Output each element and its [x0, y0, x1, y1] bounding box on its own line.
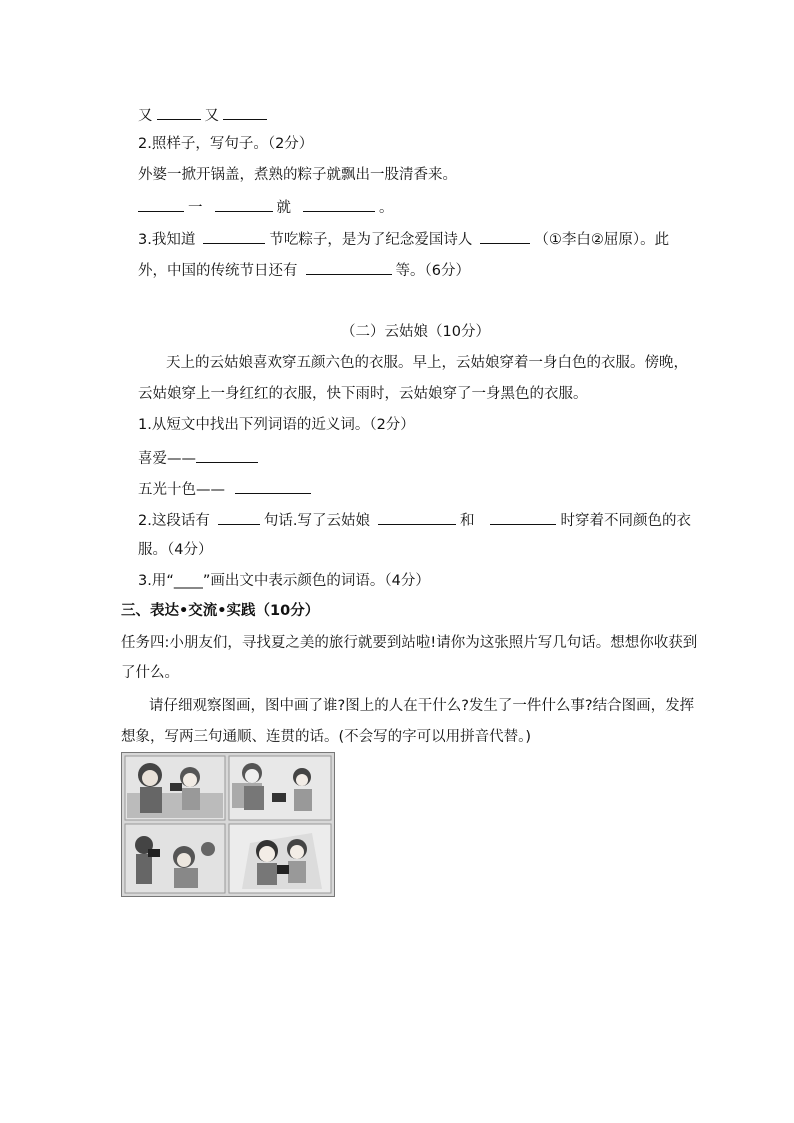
- answer-blank[interactable]: [378, 509, 456, 525]
- instruction-line: 想象，写两三句通顺、连贯的话。(不会写的字可以用拼音代替。): [121, 729, 532, 745]
- answer-blank[interactable]: [306, 259, 392, 275]
- task-line: 任务四:小朋友们，寻找夏之美的旅行就要到站啦!请你为这张照片写几句话。想想你收获到: [121, 635, 698, 651]
- question-title: 3.用“____”画出文中表示颜色的词语。（4分）: [138, 573, 430, 589]
- task-line: 了什么。: [121, 665, 179, 681]
- answer-blank[interactable]: [157, 104, 201, 120]
- comic-panel-2: [229, 756, 331, 820]
- answer-blank[interactable]: [215, 196, 273, 212]
- sentence-pattern-line: 一 就 。: [138, 196, 394, 218]
- comic-panel-1: [125, 756, 225, 820]
- passage-line: 天上的云姑娘喜欢穿五颜六色的衣服。早上，云姑娘穿着一身白色的衣服。傍晚，: [166, 355, 688, 371]
- comic-picture: [121, 752, 335, 897]
- answer-blank[interactable]: [218, 509, 260, 525]
- answer-blank[interactable]: [480, 228, 530, 244]
- instruction-line: 请仔细观察图画，图中画了谁?图上的人在干什么?发生了一件什么事?结合图画，发挥: [149, 698, 695, 714]
- answer-blank[interactable]: [490, 509, 556, 525]
- comic-panel-4: [229, 824, 331, 893]
- answer-blank[interactable]: [196, 447, 258, 463]
- question-3-line1: 3.我知道 节吃粽子，是为了纪念爱国诗人 （①李白②屈原）。此: [138, 228, 669, 250]
- answer-blank[interactable]: [235, 478, 311, 494]
- question-title: 2.照样子，写句子。（2分）: [138, 136, 314, 152]
- section-title: （二）云姑娘（10分）: [341, 324, 490, 340]
- question-title: 1.从短文中找出下列词语的近义词。（2分）: [138, 417, 415, 433]
- question-3-line2: 外，中国的传统节日还有 等。（6分）: [138, 259, 470, 281]
- answer-blank[interactable]: [203, 228, 265, 244]
- passage-line: 云姑娘穿上一身红红的衣服，快下雨时，云姑娘穿了一身黑色的衣服。: [138, 386, 588, 402]
- answer-blank[interactable]: [138, 196, 184, 212]
- section-heading: 三、表达•交流•实践（10分）: [121, 603, 320, 619]
- example-sentence: 外婆一掀开锅盖，煮熟的粽子就飘出一股清香来。: [138, 167, 457, 183]
- question-2-line1: 2.这段话有 句话.写了云姑娘 和 时穿着不同颜色的衣: [138, 509, 691, 531]
- again-line: 又 又: [138, 104, 271, 126]
- answer-blank[interactable]: [303, 196, 375, 212]
- synonym-line: 五光十色——: [138, 478, 315, 500]
- synonym-line: 喜爱——: [138, 447, 262, 469]
- answer-blank[interactable]: [223, 104, 267, 120]
- question-2-line2: 服。（4分）: [138, 542, 213, 558]
- comic-panel-3: [125, 824, 225, 893]
